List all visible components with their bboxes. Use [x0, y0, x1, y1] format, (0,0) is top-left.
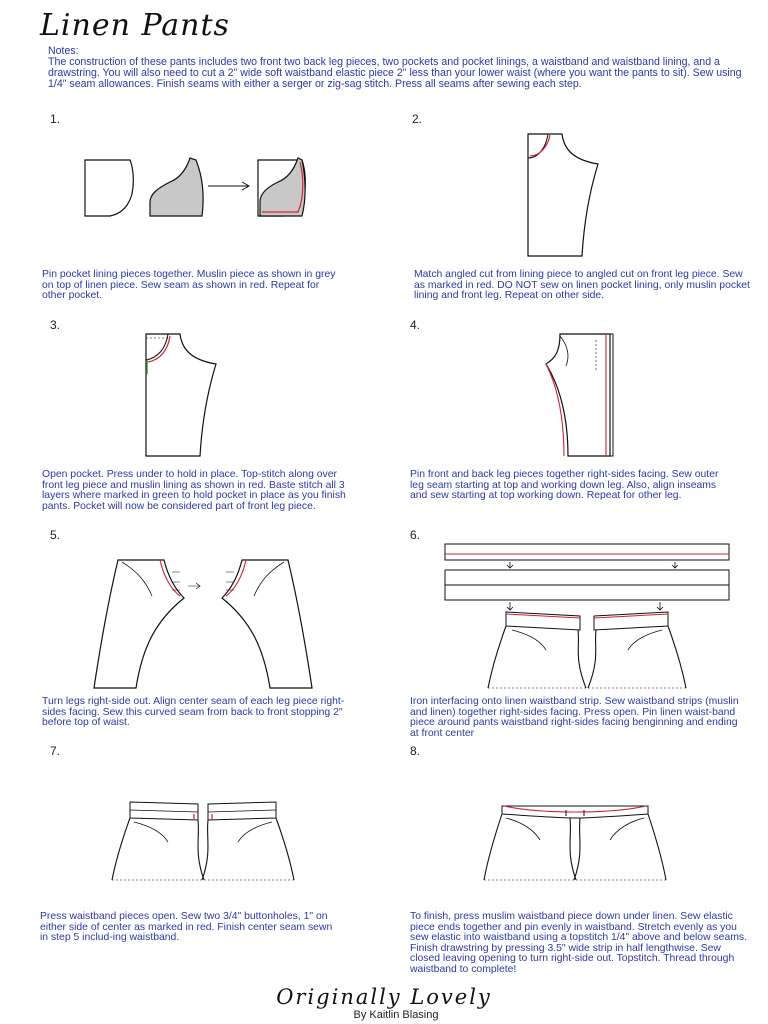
- notes-label: Notes:: [48, 45, 79, 57]
- step-5-number: 5.: [50, 528, 61, 542]
- step-1-diagram: [70, 150, 330, 230]
- step-8-number: 8.: [410, 744, 421, 758]
- step-2-number: 2.: [412, 112, 423, 126]
- step-5-caption: Turn legs right-side out. Align center seam of each leg piece right-sides facing. Sew this curved seam from back to front stopping 2" before top of waist.: [42, 696, 345, 729]
- step-8-diagram: [470, 796, 680, 886]
- step-3-diagram: [138, 330, 238, 460]
- step-1-caption: Pin pocket lining pieces together. Muslin piece as shown in grey on top of linen piece. Sew seam as shown in red. Repeat for other pocket.: [42, 269, 336, 302]
- step-5-diagram: [88, 552, 318, 692]
- step-6-number: 6.: [410, 528, 421, 542]
- step-4-caption: Pin front and back leg pieces together right-sides facing. Sew outer leg seam starting at top and working down leg. Also, align inseams and sew starting at top working down. Repeat for other leg.: [410, 469, 719, 502]
- footer-byline: By Kaitlin Blasing: [353, 1009, 439, 1021]
- step-3-number: 3.: [50, 318, 61, 332]
- step-6-diagram: [440, 540, 735, 692]
- notes-block: [48, 46, 748, 90]
- page-title: Linen Pants: [40, 8, 230, 43]
- step-2-caption: Match angled cut from lining piece to angled cut on front leg piece. Sew as marked in red. DO NOT sew on linen pocket lining, only muslin pocket lining and front leg. Repeat on other side.: [414, 269, 750, 302]
- step-7-diagram: [98, 796, 308, 886]
- step-4-diagram: [540, 330, 620, 460]
- step-7-caption: Press waistband pieces open. Sew two 3/4" buttonholes, 1" on either side of center as marked in red. Finish center seam sewn in step 5 includ-ing waistband.: [40, 911, 333, 944]
- step-1-number: 1.: [50, 112, 61, 126]
- step-7-number: 7.: [50, 744, 61, 758]
- step-3-caption: Open pocket. Press under to hold in place. Top-stitch along over front leg piece and muslin lining as shown in red. Baste stitch all 3 layers where marked in green to hold pocket in place as you finish pants. Pocket will now be considered part of front leg piece.: [42, 469, 346, 512]
- step-4-number: 4.: [410, 318, 421, 332]
- notes-text: The construction of these pants includes two front two back leg pieces, two pockets and pocket linings, a waistband and waistband lining, and a drawstring. You will also need to cut a 2" wide soft waistband elastic piece 2" less than your lower waist (where you want the pants to sit). Sew using 1/4" seam allowances. Finish seams with either a serger or zig-sag stitch. Press all seams after sewing each step.: [48, 56, 742, 90]
- step-8-caption: To finish, press muslim waistband piece down under linen. Sew elastic piece ends together and pin evenly in waistband. Stretch evenly as you sew elastic into waistband using a topstitch 1/4" above and below seams. Finish drawstring by pressing 3.5" wide strip in half lengthwise. Sew closed leaving opening to turn right-side out. Topstitch. Thread through waistband to complete!: [410, 911, 747, 975]
- step-6-caption: Iron interfacing onto linen waistband strip. Sew waistband strips (muslin and linen) together right-sides facing. Press open. Pin linen waist-band piece around pants waistband right-sides facing benginning and ending at front center: [410, 696, 739, 739]
- step-2-diagram: [520, 130, 620, 260]
- footer-brand: Originally Lovely: [276, 985, 492, 1009]
